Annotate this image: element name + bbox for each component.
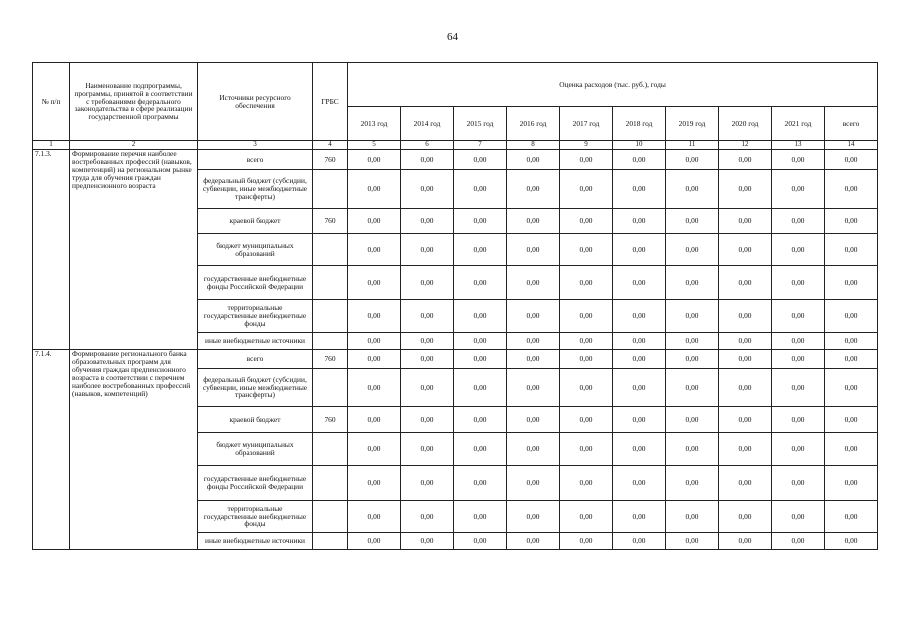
cost-value: 0,00 xyxy=(613,407,666,433)
table-body xyxy=(33,150,878,550)
cost-value: 0,00 xyxy=(560,170,613,209)
cost-value: 0,00 xyxy=(825,433,878,466)
cost-value: 0,00 xyxy=(772,300,825,333)
cost-value: 0,00 xyxy=(401,150,454,170)
grbs-code xyxy=(313,300,348,333)
cost-value: 0,00 xyxy=(560,369,613,407)
budget-table xyxy=(32,62,878,550)
cost-value: 0,00 xyxy=(560,209,613,234)
cost-value: 0,00 xyxy=(348,333,401,350)
cost-value: 0,00 xyxy=(454,209,507,234)
measure-name: Формирование перечня наиболее востребованных профессий (навыков, компетенций) на региональном рынке труда для обучения граждан предпенсионного возраста xyxy=(70,150,198,350)
cost-value: 0,00 xyxy=(560,300,613,333)
cost-value: 0,00 xyxy=(719,533,772,550)
column-number: 2 xyxy=(70,141,198,150)
cost-value: 0,00 xyxy=(560,466,613,501)
funding-source: территориальные государственные внебюджетные фонды xyxy=(198,501,313,533)
cost-value: 0,00 xyxy=(560,266,613,300)
header-costs: Оценка расходов (тыс. руб.), годы xyxy=(348,63,878,107)
funding-source: иные внебюджетные источники xyxy=(198,333,313,350)
column-number: 3 xyxy=(198,141,313,150)
cost-value: 0,00 xyxy=(613,170,666,209)
cost-value: 0,00 xyxy=(560,501,613,533)
column-number: 13 xyxy=(772,141,825,150)
cost-value: 0,00 xyxy=(507,266,560,300)
cost-value: 0,00 xyxy=(613,433,666,466)
cost-value: 0,00 xyxy=(507,407,560,433)
header-year: 2021 год xyxy=(772,107,825,141)
cost-value: 0,00 xyxy=(348,466,401,501)
cost-value: 0,00 xyxy=(348,433,401,466)
cost-value: 0,00 xyxy=(454,533,507,550)
cost-value: 0,00 xyxy=(613,150,666,170)
cost-value: 0,00 xyxy=(719,234,772,266)
header-year: 2016 год xyxy=(507,107,560,141)
cost-value: 0,00 xyxy=(666,300,719,333)
column-number: 11 xyxy=(666,141,719,150)
cost-value: 0,00 xyxy=(348,533,401,550)
cost-value: 0,00 xyxy=(666,209,719,234)
grbs-code: 760 xyxy=(313,350,348,369)
funding-source: краевой бюджет xyxy=(198,209,313,234)
cost-value: 0,00 xyxy=(719,333,772,350)
header-no: № п/п xyxy=(33,63,70,141)
cost-value: 0,00 xyxy=(666,170,719,209)
cost-value: 0,00 xyxy=(613,300,666,333)
grbs-code xyxy=(313,533,348,550)
cost-value: 0,00 xyxy=(454,369,507,407)
cost-value: 0,00 xyxy=(613,466,666,501)
cost-value: 0,00 xyxy=(772,501,825,533)
cost-value: 0,00 xyxy=(825,209,878,234)
cost-value: 0,00 xyxy=(719,433,772,466)
cost-value: 0,00 xyxy=(507,300,560,333)
table-header xyxy=(33,63,878,150)
cost-value: 0,00 xyxy=(560,150,613,170)
header-year: 2019 год xyxy=(666,107,719,141)
cost-value: 0,00 xyxy=(613,234,666,266)
cost-value: 0,00 xyxy=(772,150,825,170)
cost-value: 0,00 xyxy=(825,369,878,407)
cost-value: 0,00 xyxy=(507,234,560,266)
cost-value: 0,00 xyxy=(666,433,719,466)
cost-value: 0,00 xyxy=(825,266,878,300)
cost-value: 0,00 xyxy=(719,150,772,170)
header-source: Источники ресурсного обеспечения xyxy=(198,63,313,141)
cost-value: 0,00 xyxy=(719,407,772,433)
cost-value: 0,00 xyxy=(507,170,560,209)
header-year: 2017 год xyxy=(560,107,613,141)
cost-value: 0,00 xyxy=(348,300,401,333)
cost-value: 0,00 xyxy=(348,170,401,209)
cost-value: 0,00 xyxy=(507,466,560,501)
cost-value: 0,00 xyxy=(348,209,401,234)
column-number: 4 xyxy=(313,141,348,150)
cost-value: 0,00 xyxy=(560,350,613,369)
cost-value: 0,00 xyxy=(772,209,825,234)
column-number: 9 xyxy=(560,141,613,150)
column-number: 14 xyxy=(825,141,878,150)
cost-value: 0,00 xyxy=(507,501,560,533)
cost-value: 0,00 xyxy=(454,501,507,533)
cost-value: 0,00 xyxy=(719,466,772,501)
header-year: 2018 год xyxy=(613,107,666,141)
cost-value: 0,00 xyxy=(560,333,613,350)
header-year: 2013 год xyxy=(348,107,401,141)
cost-value: 0,00 xyxy=(613,209,666,234)
cost-value: 0,00 xyxy=(560,433,613,466)
cost-value: 0,00 xyxy=(825,333,878,350)
cost-value: 0,00 xyxy=(719,209,772,234)
grbs-code xyxy=(313,369,348,407)
cost-value: 0,00 xyxy=(401,234,454,266)
measure-name: Формирование регионального банка образовательных программ для обучения граждан предпенсионного возраста в соответствии с перечнем наиболее востребованных профессий (навыков, компетенций) xyxy=(70,350,198,550)
funding-source: иные внебюджетные источники xyxy=(198,533,313,550)
cost-value: 0,00 xyxy=(507,209,560,234)
cost-value: 0,00 xyxy=(613,333,666,350)
cost-value: 0,00 xyxy=(401,170,454,209)
grbs-code: 760 xyxy=(313,209,348,234)
header-year: всего xyxy=(825,107,878,141)
cost-value: 0,00 xyxy=(348,150,401,170)
grbs-code xyxy=(313,266,348,300)
cost-value: 0,00 xyxy=(825,501,878,533)
cost-value: 0,00 xyxy=(613,266,666,300)
funding-source: всего xyxy=(198,150,313,170)
cost-value: 0,00 xyxy=(666,501,719,533)
funding-source: всего xyxy=(198,350,313,369)
page-number: 64 xyxy=(447,31,458,43)
cost-value: 0,00 xyxy=(401,369,454,407)
cost-value: 0,00 xyxy=(719,300,772,333)
cost-value: 0,00 xyxy=(772,266,825,300)
cost-value: 0,00 xyxy=(666,533,719,550)
grbs-code xyxy=(313,234,348,266)
cost-value: 0,00 xyxy=(401,433,454,466)
cost-value: 0,00 xyxy=(560,407,613,433)
cost-value: 0,00 xyxy=(719,350,772,369)
cost-value: 0,00 xyxy=(666,350,719,369)
cost-value: 0,00 xyxy=(772,333,825,350)
funding-source: федеральный бюджет (субсидии, субвенции, иные межбюджетные трансферты) xyxy=(198,369,313,407)
cost-value: 0,00 xyxy=(825,170,878,209)
column-number: 5 xyxy=(348,141,401,150)
cost-value: 0,00 xyxy=(825,300,878,333)
cost-value: 0,00 xyxy=(666,466,719,501)
cost-value: 0,00 xyxy=(772,466,825,501)
funding-source: государственные внебюджетные фонды Российской Федерации xyxy=(198,466,313,501)
cost-value: 0,00 xyxy=(348,266,401,300)
header-year: 2014 год xyxy=(401,107,454,141)
cost-value: 0,00 xyxy=(666,333,719,350)
cost-value: 0,00 xyxy=(772,234,825,266)
cost-value: 0,00 xyxy=(666,266,719,300)
cost-value: 0,00 xyxy=(454,300,507,333)
cost-value: 0,00 xyxy=(348,407,401,433)
cost-value: 0,00 xyxy=(719,170,772,209)
funding-source: государственные внебюджетные фонды Российской Федерации xyxy=(198,266,313,300)
cost-value: 0,00 xyxy=(401,350,454,369)
cost-value: 0,00 xyxy=(454,333,507,350)
cost-value: 0,00 xyxy=(666,234,719,266)
cost-value: 0,00 xyxy=(401,533,454,550)
cost-value: 0,00 xyxy=(507,150,560,170)
header-name: Наименование подпрограммы, программы, принятой в соответствии с требованиями федерального законодательства в сфере реализации государственной программы xyxy=(70,63,198,141)
cost-value: 0,00 xyxy=(348,350,401,369)
column-number: 12 xyxy=(719,141,772,150)
table-row xyxy=(33,150,878,170)
cost-value: 0,00 xyxy=(348,369,401,407)
grbs-code xyxy=(313,501,348,533)
cost-value: 0,00 xyxy=(401,266,454,300)
cost-value: 0,00 xyxy=(666,150,719,170)
cost-value: 0,00 xyxy=(401,300,454,333)
cost-value: 0,00 xyxy=(507,369,560,407)
cost-value: 0,00 xyxy=(401,407,454,433)
cost-value: 0,00 xyxy=(454,433,507,466)
cost-value: 0,00 xyxy=(348,501,401,533)
funding-source: бюджет муниципальных образований xyxy=(198,234,313,266)
funding-source: территориальные государственные внебюджетные фонды xyxy=(198,300,313,333)
cost-value: 0,00 xyxy=(772,369,825,407)
cost-value: 0,00 xyxy=(825,533,878,550)
measure-code: 7.1.4. xyxy=(33,350,70,550)
header-year: 2015 год xyxy=(454,107,507,141)
cost-value: 0,00 xyxy=(613,533,666,550)
cost-value: 0,00 xyxy=(507,333,560,350)
grbs-code: 760 xyxy=(313,150,348,170)
cost-value: 0,00 xyxy=(772,407,825,433)
cost-value: 0,00 xyxy=(401,333,454,350)
cost-value: 0,00 xyxy=(454,350,507,369)
column-number: 7 xyxy=(454,141,507,150)
column-number: 1 xyxy=(33,141,70,150)
funding-source: бюджет муниципальных образований xyxy=(198,433,313,466)
cost-value: 0,00 xyxy=(454,266,507,300)
cost-value: 0,00 xyxy=(772,533,825,550)
cost-value: 0,00 xyxy=(401,209,454,234)
cost-value: 0,00 xyxy=(825,466,878,501)
header-year: 2020 год xyxy=(719,107,772,141)
cost-value: 0,00 xyxy=(507,350,560,369)
cost-value: 0,00 xyxy=(401,466,454,501)
cost-value: 0,00 xyxy=(613,501,666,533)
column-number: 6 xyxy=(401,141,454,150)
funding-source: федеральный бюджет (субсидии, субвенции, иные межбюджетные трансферты) xyxy=(198,170,313,209)
cost-value: 0,00 xyxy=(507,533,560,550)
cost-value: 0,00 xyxy=(560,533,613,550)
cost-value: 0,00 xyxy=(454,234,507,266)
cost-value: 0,00 xyxy=(454,170,507,209)
measure-code: 7.1.3. xyxy=(33,150,70,350)
cost-value: 0,00 xyxy=(666,407,719,433)
grbs-code xyxy=(313,170,348,209)
cost-value: 0,00 xyxy=(719,266,772,300)
funding-source: краевой бюджет xyxy=(198,407,313,433)
cost-value: 0,00 xyxy=(772,170,825,209)
cost-value: 0,00 xyxy=(401,501,454,533)
cost-value: 0,00 xyxy=(613,369,666,407)
cost-value: 0,00 xyxy=(719,369,772,407)
column-number: 10 xyxy=(613,141,666,150)
cost-value: 0,00 xyxy=(825,150,878,170)
column-number: 8 xyxy=(507,141,560,150)
cost-value: 0,00 xyxy=(454,407,507,433)
grbs-code xyxy=(313,333,348,350)
grbs-code xyxy=(313,466,348,501)
cost-value: 0,00 xyxy=(560,234,613,266)
cost-value: 0,00 xyxy=(772,433,825,466)
cost-value: 0,00 xyxy=(825,350,878,369)
cost-value: 0,00 xyxy=(613,350,666,369)
table-row xyxy=(33,350,878,369)
cost-value: 0,00 xyxy=(719,501,772,533)
cost-value: 0,00 xyxy=(772,350,825,369)
cost-value: 0,00 xyxy=(507,433,560,466)
cost-value: 0,00 xyxy=(825,407,878,433)
grbs-code xyxy=(313,433,348,466)
cost-value: 0,00 xyxy=(666,369,719,407)
cost-value: 0,00 xyxy=(454,466,507,501)
cost-value: 0,00 xyxy=(825,234,878,266)
grbs-code: 760 xyxy=(313,407,348,433)
cost-value: 0,00 xyxy=(454,150,507,170)
cost-value: 0,00 xyxy=(348,234,401,266)
header-grbs: ГРБС xyxy=(313,63,348,141)
